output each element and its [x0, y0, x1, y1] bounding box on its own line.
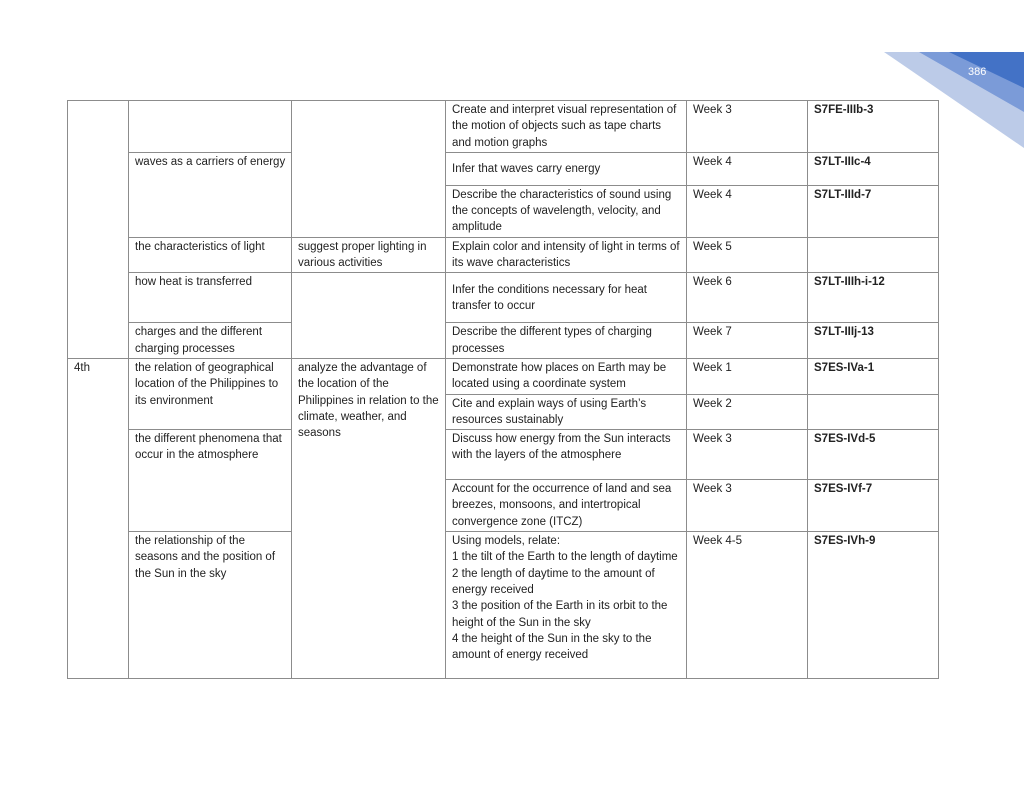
- competency-cell: Account for the occurrence of land and sea breezes, monsoons, and intertropical convergence zone (ITCZ): [446, 480, 687, 532]
- duration-cell: Week 7: [687, 323, 808, 359]
- competency-text: Infer that waves carry energy: [452, 162, 601, 175]
- competency-line: 3 the position of the Earth in its orbit to the height of the Sun in the sky: [452, 600, 668, 629]
- code-cell: S7LT-IIId-7: [808, 185, 939, 237]
- content-cell: charges and the different charging processes: [129, 323, 292, 359]
- code-cell: [808, 237, 939, 273]
- duration-cell: Week 4: [687, 185, 808, 237]
- code-cell: S7FE-IIIb-3: [808, 101, 939, 153]
- table-row: [68, 358, 939, 394]
- competency-line: 2 the length of daytime to the amount of energy received: [452, 567, 655, 596]
- content-cell: how heat is transferred: [129, 273, 292, 323]
- competency-cell: Discuss how energy from the Sun interacts with the layers of the atmosphere: [446, 430, 687, 480]
- curriculum-guide-table: [67, 100, 939, 679]
- content-cell: the relation of geographical location of the Philippines to its environment: [129, 358, 292, 429]
- content-cell: the different phenomena that occur in the atmosphere: [129, 430, 292, 532]
- competency-cell: Explain color and intensity of light in terms of its wave characteristics: [446, 237, 687, 273]
- duration-cell: Week 5: [687, 237, 808, 273]
- competency-line: Using models, relate:: [452, 535, 561, 548]
- table-row: [68, 532, 939, 679]
- table-row: [68, 101, 939, 153]
- content-cell: the relationship of the seasons and the position of the Sun in the sky: [129, 532, 292, 679]
- content-cell: [129, 101, 292, 153]
- duration-cell: Week 2: [687, 394, 808, 430]
- performance-standard-cell: suggest proper lighting in various activities: [292, 237, 446, 273]
- table-row: [68, 237, 939, 273]
- quarter-cell: [68, 101, 129, 359]
- competency-cell: [446, 532, 687, 679]
- table-row: [68, 152, 939, 185]
- table-row: [68, 323, 939, 359]
- code-cell: S7ES-IVd-5: [808, 430, 939, 480]
- code-cell: S7LT-IIIj-13: [808, 323, 939, 359]
- competency-cell: Describe the different types of charging processes: [446, 323, 687, 359]
- competency-cell: [446, 273, 687, 323]
- competency-cell: [446, 152, 687, 185]
- performance-standard-cell: [292, 273, 446, 359]
- performance-standard-cell: analyze the advantage of the location of the Philippines in relation to the climate, weather, and seasons: [292, 358, 446, 678]
- code-cell: S7ES-IVh-9: [808, 532, 939, 679]
- page-number: 386: [968, 66, 987, 78]
- duration-cell: Week 6: [687, 273, 808, 323]
- quarter-cell: 4th: [68, 358, 129, 678]
- code-cell: [808, 394, 939, 430]
- code-cell: S7LT-IIIh-i-12: [808, 273, 939, 323]
- performance-standard-cell: [292, 101, 446, 238]
- table-row: [68, 430, 939, 480]
- duration-cell: Week 4: [687, 152, 808, 185]
- table-row: [68, 273, 939, 323]
- code-cell: S7ES-IVa-1: [808, 358, 939, 394]
- competency-cell: Describe the characteristics of sound using the concepts of wavelength, velocity, and amplitude: [446, 185, 687, 237]
- duration-cell: Week 3: [687, 480, 808, 532]
- competency-line: 1 the tilt of the Earth to the length of daytime: [452, 551, 678, 564]
- competency-cell: Cite and explain ways of using Earth’s resources sustainably: [446, 394, 687, 430]
- duration-cell: Week 1: [687, 358, 808, 394]
- content-cell: the characteristics of light: [129, 237, 292, 273]
- code-cell: S7ES-IVf-7: [808, 480, 939, 532]
- competency-text: Infer the conditions necessary for heat transfer to occur: [452, 283, 647, 312]
- competency-cell: Demonstrate how places on Earth may be located using a coordinate system: [446, 358, 687, 394]
- duration-cell: Week 3: [687, 101, 808, 153]
- code-cell: S7LT-IIIc-4: [808, 152, 939, 185]
- competency-line: 4 the height of the Sun in the sky to the amount of energy received: [452, 632, 652, 662]
- competency-cell: Create and interpret visual representation of the motion of objects such as tape charts and motion graphs: [446, 101, 687, 153]
- duration-cell: Week 3: [687, 430, 808, 480]
- duration-cell: Week 4-5: [687, 532, 808, 679]
- content-cell: waves as a carriers of energy: [129, 152, 292, 237]
